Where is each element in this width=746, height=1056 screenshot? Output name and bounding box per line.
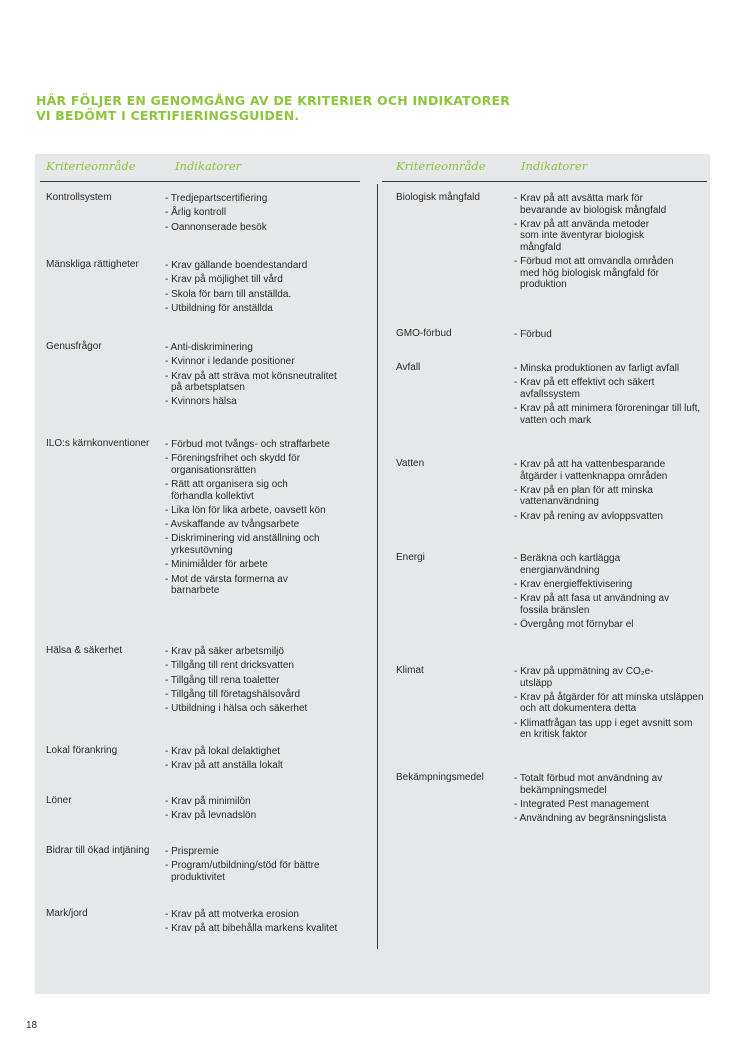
column-header-indicators-left: Indikatorer [175, 159, 242, 173]
indicator-item: - Integrated Pest management [514, 798, 650, 810]
criterion-ilo-karnkonventioner: ILO:s kärnkonventioner [46, 438, 150, 449]
indicator-item: - Prispremie [165, 846, 219, 857]
indicator-item: - Årlig kontroll [165, 207, 227, 219]
indicator-item: - Oannonserade besök [165, 221, 267, 233]
column-header-indicators-right: Indikatorer [521, 159, 588, 173]
indicator-item: - Krav gällande boendestandard [165, 260, 308, 271]
criterion-energi: Energi [396, 552, 425, 563]
indicator-item: - Krav på säker arbetsmiljö [165, 646, 284, 657]
indicator-item: - Krav på att fasa ut användning av fossila bränslen [514, 593, 670, 616]
indicator-item: - Tredjepartscertifiering [165, 193, 268, 204]
indicator-item: - Krav på att bibehålla markens kvalitet [165, 923, 338, 935]
header-rule-left [40, 181, 360, 182]
indicator-item: - Mot de värsta formerna av barnarbete [165, 573, 288, 597]
column-divider [377, 184, 378, 949]
indicator-list [514, 459, 704, 525]
indicator-list [165, 342, 345, 411]
indicator-item: - Föreningsfrihet och skydd för organisationsrätten [165, 453, 301, 476]
indicator-item: - Minimiålder för arbete [165, 559, 268, 571]
criterion-biologisk-mangfald: Biologisk mångfald [396, 192, 480, 203]
page-number: 18 [26, 1020, 38, 1031]
indicator-item: - Tillgång till rent dricksvatten [165, 660, 294, 672]
indicator-item: - Förbud mot tvångs- och straffarbete [165, 439, 330, 450]
criterion-manskliga-rattigheter: Mänskliga rättigheter [46, 259, 139, 270]
indicator-list [514, 666, 704, 743]
indicator-item: - Lika lön för lika arbete, oavsett kön [165, 504, 326, 516]
indicator-item: - Rätt att organisera sig och förhandla kollektivt [165, 479, 288, 502]
column-header-criteria-right: Kriterieområde [396, 159, 486, 173]
page-heading [36, 93, 510, 123]
indicator-list [514, 553, 689, 633]
indicator-item: - Krav på att minimera föroreningar till luft, vatten och mark [514, 403, 701, 426]
criteria-table [35, 154, 710, 994]
indicator-item: - Kvinnor i ledande positioner [165, 356, 295, 368]
indicator-item: - Program/utbildning/stöd för bättre produktivitet [165, 860, 320, 883]
indicator-list [165, 846, 325, 886]
indicator-item: - Krav på minimilön [165, 796, 251, 807]
indicator-list [165, 260, 377, 317]
indicator-item: - Tillgång till rena toaletter [165, 674, 280, 686]
criterion-vatten: Vatten [396, 458, 425, 469]
indicator-item: - Tillgång till företagshälsovård [165, 688, 301, 700]
indicator-item: - Krav på att sträva mot könsneutralitet på arbetsplatsen [165, 370, 337, 394]
indicator-item: - Klimatfrågan tas upp i eget avsnitt som en kritisk faktor [514, 717, 693, 741]
indicator-list [514, 329, 704, 343]
indicator-list [514, 773, 704, 827]
criterion-kontrollsystem: Kontrollsystem [46, 192, 112, 203]
indicator-item: - Förbud [514, 329, 552, 340]
criterion-lokal-forankring: Lokal förankring [46, 745, 118, 756]
header-rule-right [382, 181, 707, 182]
criterion-genusfragor: Genusfrågor [46, 341, 102, 352]
criterion-loner: Löner [46, 795, 72, 806]
indicator-item: - Krav på att ha vattenbesparande åtgärder i vattenknappa områden [514, 459, 668, 482]
indicator-item: - Minska produktionen av farligt avfall [514, 363, 680, 374]
indicator-item: - Kvinnors hälsa [165, 396, 237, 408]
criterion-gmo-forbud: GMO-förbud [396, 328, 452, 339]
indicator-item: - Krav på rening av avloppsvatten [514, 510, 663, 522]
indicator-item: - Beräkna och kartlägga energianvändning [514, 553, 621, 576]
indicator-item: - Utbildning för anställda [165, 302, 273, 314]
indicator-item: - Krav energieffektivisering [514, 578, 633, 590]
criterion-klimat: Klimat [396, 665, 424, 676]
indicator-list [165, 796, 377, 825]
indicator-item: - Avskaffande av tvångsarbete [165, 519, 300, 531]
indicator-item: - Användning av begränsningslista [514, 813, 667, 825]
indicator-item: - Skola för barn till anställda. [165, 288, 292, 300]
criterion-mark-jord: Mark/jord [46, 908, 88, 919]
indicator-item: - Utbildning i hälsa och säkerhet [165, 703, 308, 715]
indicator-item: - Övergång mot förnybar el [514, 618, 634, 630]
criterion-avfall: Avfall [396, 362, 421, 373]
column-header-criteria-left: Kriterieområde [46, 159, 136, 173]
criterion-bekampningsmedel: Bekämpningsmedel [396, 772, 484, 783]
indicator-item: - Krav på uppmätning av CO₂e-utsläpp [514, 666, 654, 689]
indicator-item: - Krav på att använda metoder som inte äventyrar biologisk mångfald [514, 218, 650, 253]
indicator-item: - Krav på åtgärder för att minska utsläppen och att dokumentera detta [514, 691, 704, 715]
indicator-item: - Totalt förbud mot användning av bekämpningsmedel [514, 773, 663, 796]
heading-line-1: HÄR FÖLJER EN GENOMGÅNG AV DE KRITERIER OCH INDIKATORER [36, 93, 511, 108]
indicator-list [514, 363, 704, 429]
indicator-list [165, 646, 377, 717]
indicator-item: - Krav på en plan för att minska vattenanvändning [514, 484, 653, 508]
indicator-item: - Anti-diskriminering [165, 342, 253, 353]
indicator-list [165, 193, 377, 236]
indicator-item: - Diskriminering vid anställning och yrkesutövning [165, 533, 320, 556]
indicator-list [165, 746, 377, 775]
indicator-item: - Krav på att avsätta mark för bevarande av biologisk mångfald [514, 193, 667, 216]
indicator-item: - Krav på möjlighet till vård [165, 274, 283, 286]
indicator-item: - Krav på att motverka erosion [165, 909, 299, 920]
indicator-list [514, 193, 689, 293]
indicator-item: - Krav på levnadslön [165, 810, 257, 822]
indicator-item: - Krav på att anställa lokalt [165, 760, 283, 772]
criterion-halsa-sakerhet: Hälsa & säkerhet [46, 645, 123, 656]
indicator-list [165, 439, 377, 599]
indicator-list [165, 909, 377, 938]
criterion-okad-intjaning: Bidrar till ökad intjäning [46, 845, 150, 856]
heading-line-2: VI BEDÖMT I CERTIFIERINGSGUIDEN. [36, 108, 300, 123]
indicator-item: - Krav på lokal delaktighet [165, 746, 281, 757]
indicator-item: - Förbud mot att omvandla områden med hög biologisk mångfald för produktion [514, 256, 674, 291]
indicator-item: - Krav på ett effektivt och säkert avfallssystem [514, 377, 655, 400]
